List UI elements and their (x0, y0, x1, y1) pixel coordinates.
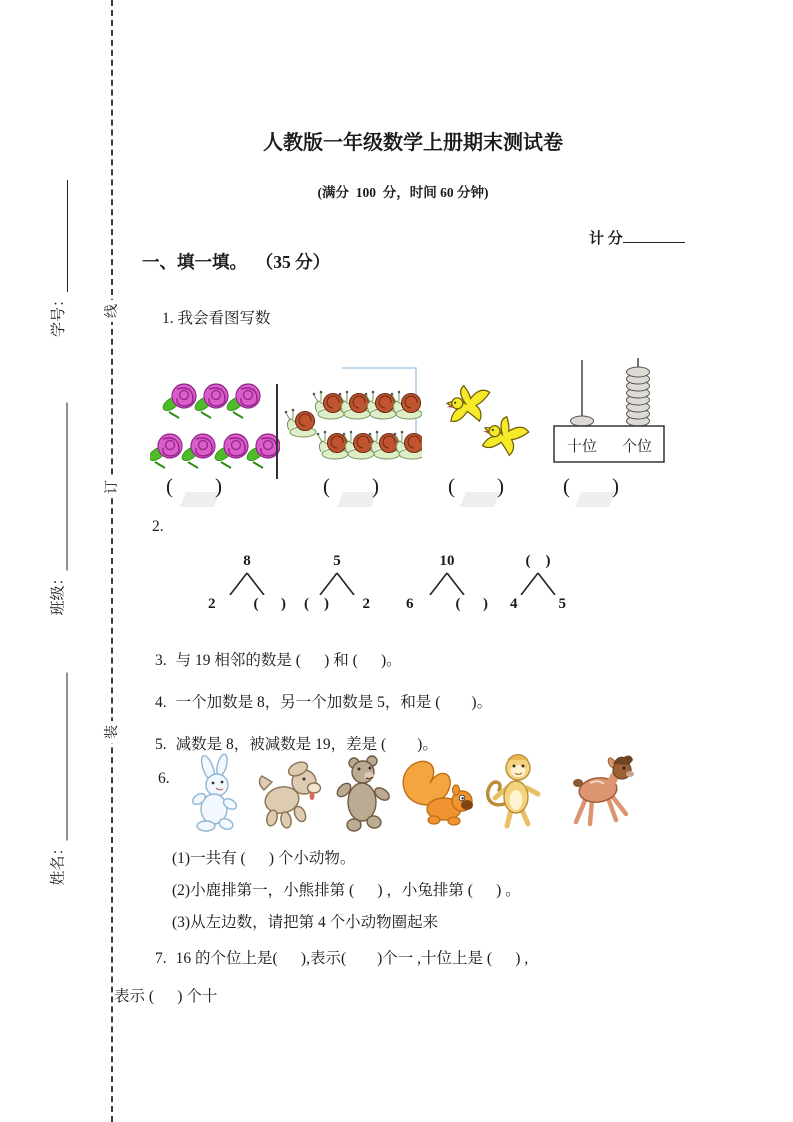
name-field (46, 651, 68, 886)
bond-branches (317, 571, 357, 595)
page-subtitle: (满分 100 分，时间 60 分钟) (317, 185, 489, 200)
question4-number: 4. (155, 694, 167, 711)
section1-heading: 一、填一填。 （35 分） (142, 252, 331, 272)
question4-text: 一个加数是 8，另一个加数是 5，和是 ( )。 (175, 694, 493, 711)
answer-blank: ( ) (448, 474, 504, 498)
question6-sub2: (2)小鹿排第一，小熊排第 ( ) ，小兔排第 ( ) 。 (172, 882, 521, 899)
question5-text: 减数是 8，被减数是 19，差是 ( )。 (175, 736, 438, 753)
bond-branches (427, 571, 467, 595)
student-id-field (46, 167, 68, 337)
page-title: 人教版一年级数学上册期末测试卷 (263, 132, 563, 154)
class-field (46, 381, 68, 616)
bond-part-right: ( ) (253, 596, 286, 612)
class-label: 班级： (50, 570, 67, 616)
number-bond (208, 553, 286, 613)
flowers-figure (150, 366, 280, 480)
name-blank (52, 672, 68, 840)
binding-dashed-line (111, 0, 113, 1122)
class-blank (52, 402, 68, 570)
number-bond (304, 553, 370, 613)
answer-blank: ( ) (323, 474, 379, 498)
bond-part-left: 4 (510, 596, 518, 612)
question6-number: 6. (158, 770, 170, 787)
rabbit-icon (186, 752, 248, 834)
question7-text: 16 的个位上是( ),表示( )个一 ,十位上是 ( ) , (175, 950, 529, 967)
name-label: 姓名： (50, 840, 67, 886)
animals-row (186, 752, 656, 838)
bond-part-left: ( ) (304, 596, 329, 612)
dog-icon (252, 752, 326, 834)
question5 (155, 732, 438, 754)
question3 (155, 648, 402, 670)
binding-char-xian: 线 (103, 300, 123, 322)
question1-label: 1. 我会看图写数 (162, 310, 271, 327)
number-bonds-row (200, 553, 580, 633)
answer-blank: ( ) (166, 474, 222, 498)
question3-text: 与 19 相邻的数是 ( ) 和 ( )。 (175, 652, 402, 669)
bond-part-left: 6 (406, 596, 414, 612)
number-bond (510, 553, 566, 613)
svg-text:十位: 十位 (566, 439, 598, 455)
svg-text:个位: 个位 (621, 439, 653, 455)
deer-icon (560, 752, 644, 834)
bond-part-right: 2 (362, 596, 370, 612)
abacus-figure (546, 350, 672, 472)
binding-char-ding: 订 (103, 476, 123, 498)
monkey-icon (478, 752, 554, 834)
bond-total: ( ) (525, 553, 551, 569)
question5-number: 5. (155, 736, 167, 753)
question7-number: 7. (155, 950, 167, 967)
bear-icon (332, 752, 396, 834)
answer-blank: ( ) (563, 474, 619, 498)
student-id-blank (52, 180, 68, 292)
score-label: 计 分 (589, 231, 623, 247)
bond-total: 8 (243, 553, 251, 569)
question6-sub3: (3)从左边数，请把第 4 个小动物圈起来 (172, 914, 439, 931)
bond-total: 5 (333, 553, 341, 569)
score-blank (623, 227, 685, 243)
bond-branches (227, 571, 267, 595)
bond-part-right: 5 (558, 596, 566, 612)
bond-part-left: 2 (208, 596, 216, 612)
score-box (574, 210, 685, 265)
birds-figure (430, 372, 540, 472)
question6-sub1: (1)一共有 ( ) 个小动物。 (172, 850, 356, 867)
question2-number: 2. (152, 518, 164, 535)
question4 (155, 690, 492, 712)
binding-char-zhuang: 装 (103, 721, 123, 743)
student-id-label: 学号： (51, 291, 67, 337)
bond-part-right: ( ) (455, 596, 488, 612)
number-bond (406, 553, 488, 613)
question7-line2: 表示 ( ) 个十 (114, 988, 218, 1005)
snails-figure (284, 362, 422, 478)
squirrel-icon (392, 752, 476, 834)
bond-total: 10 (439, 553, 455, 569)
bond-branches (518, 571, 558, 595)
question7-line1 (155, 946, 528, 968)
question3-number: 3. (155, 652, 167, 669)
